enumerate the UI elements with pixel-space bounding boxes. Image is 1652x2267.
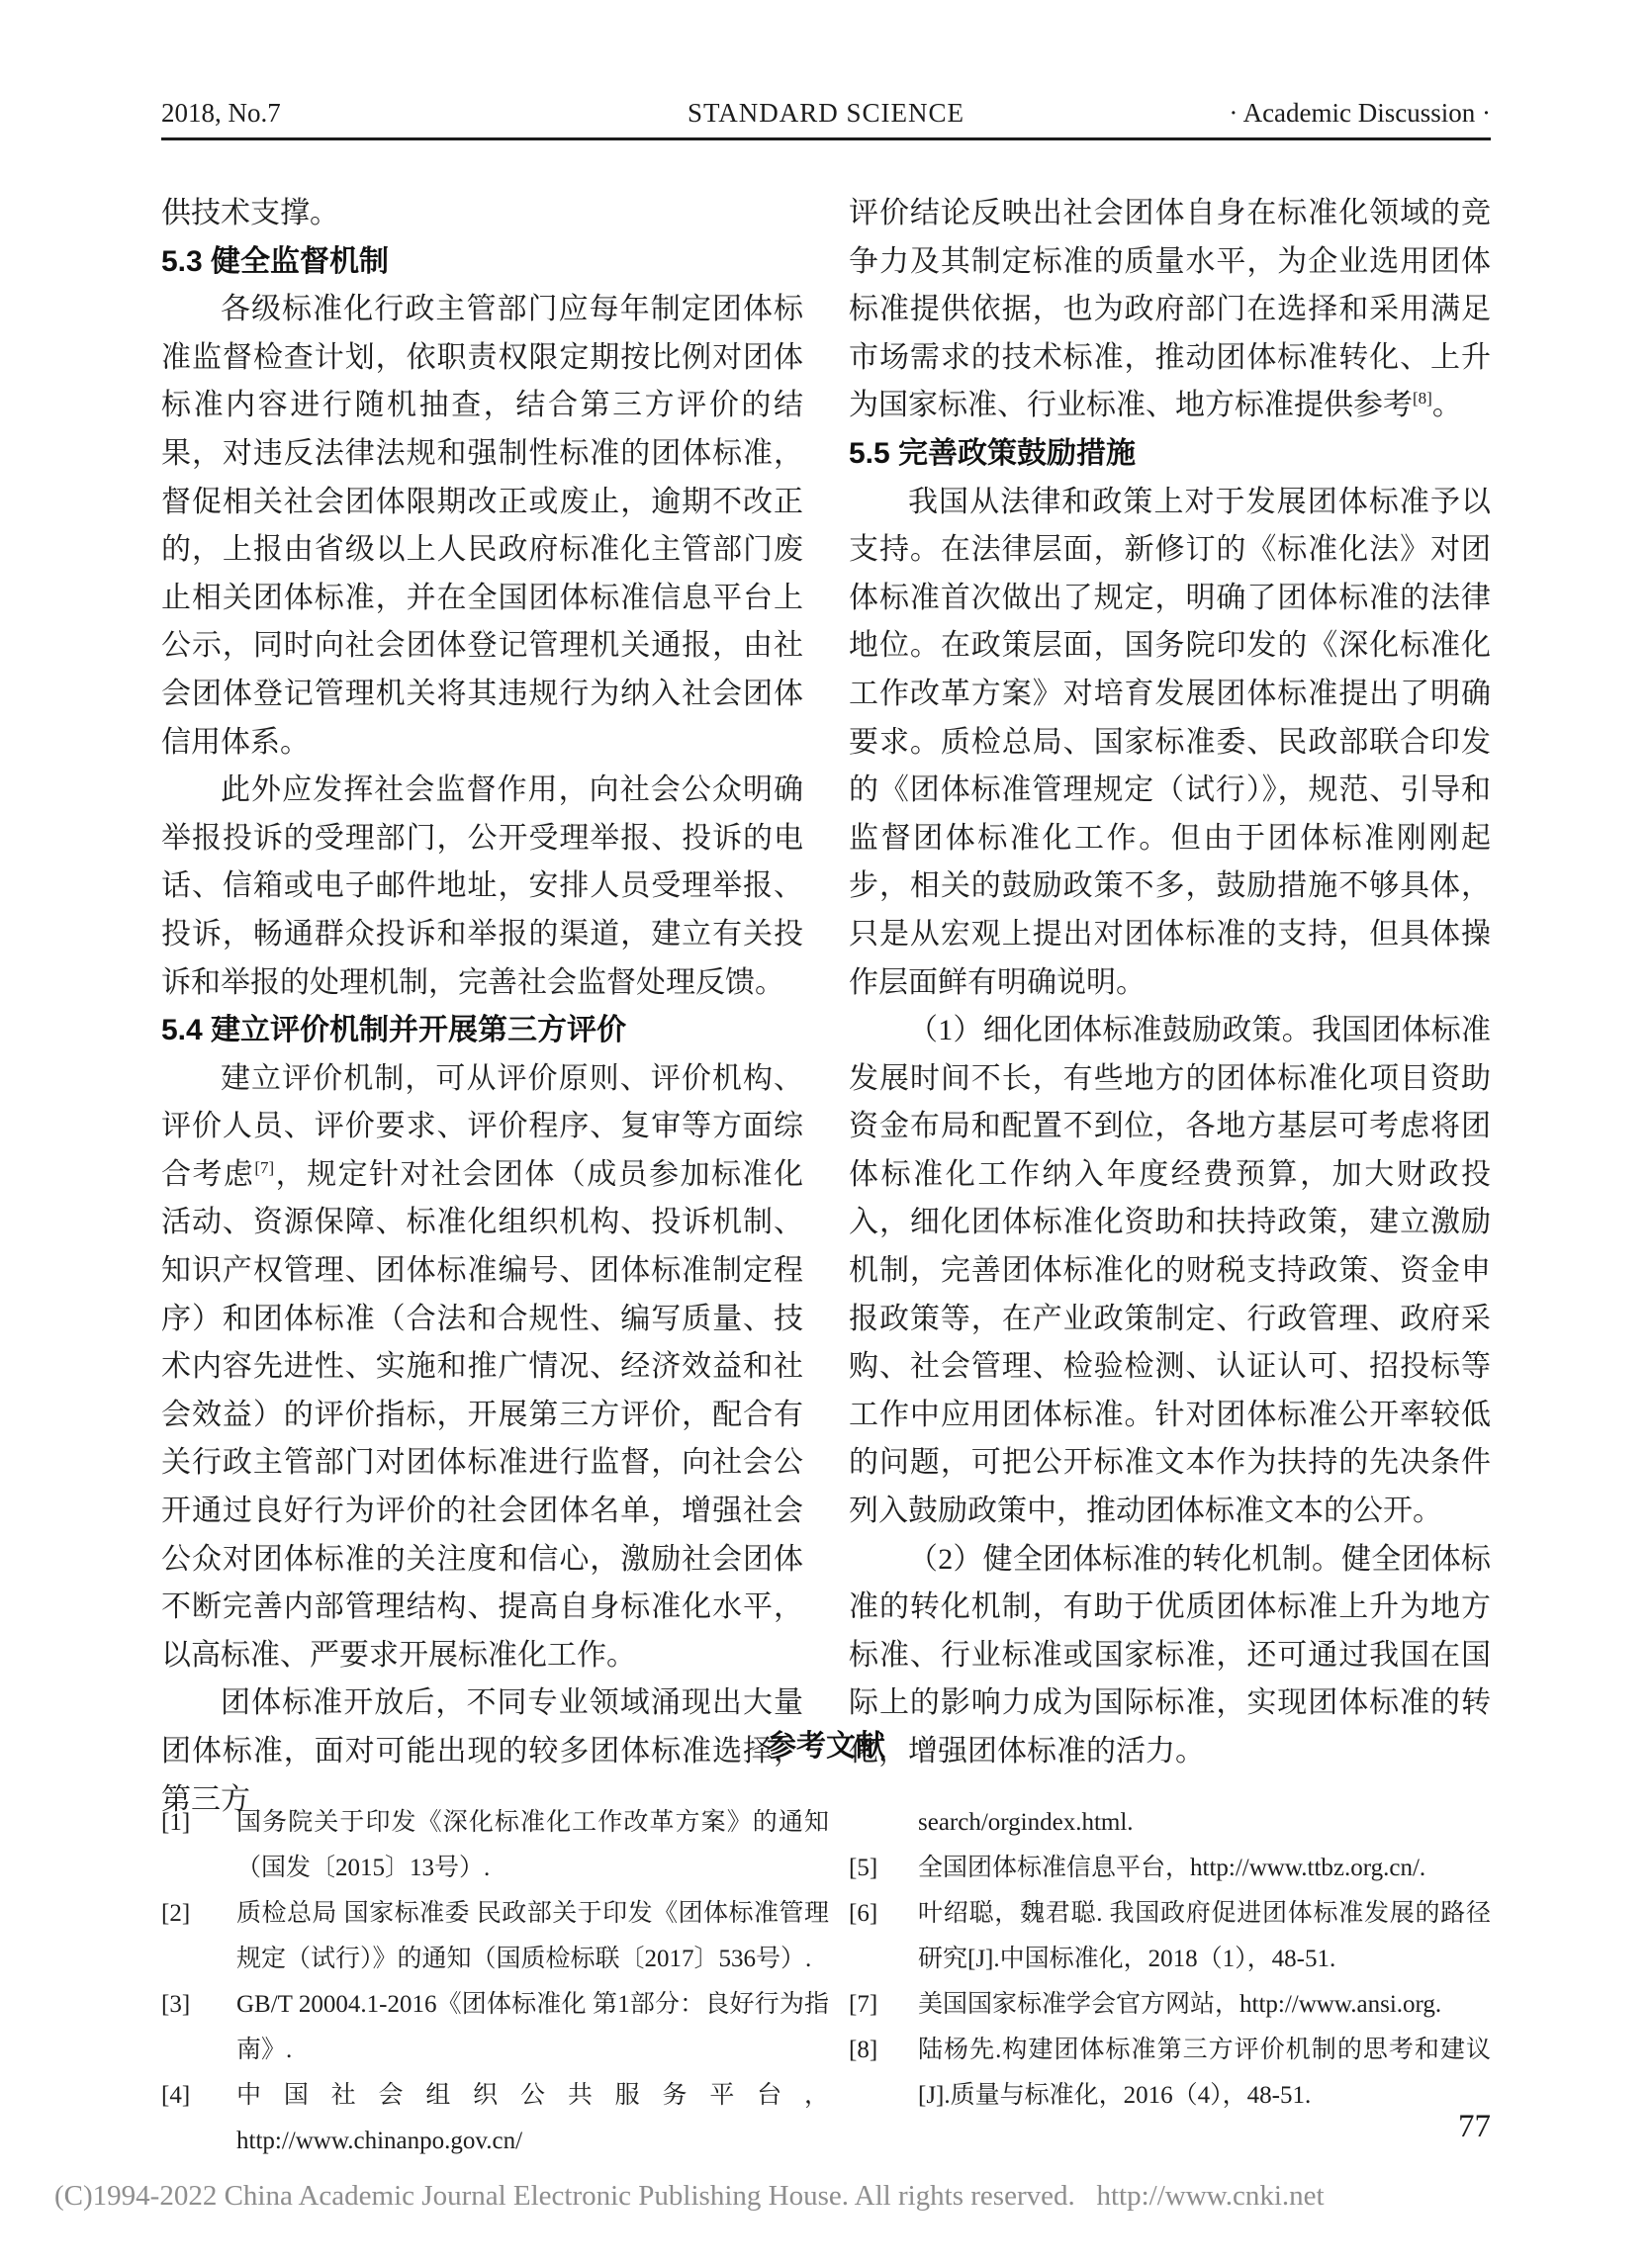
- paragraph: （1）细化团体标准鼓励政策。我国团体标准发展时间不长，有些地方的团体标准化项目资助资金布局和配置不到位，各地方基层可考虑将团体标准化工作纳入年度经费预算，加大财政投入，细化团体标准化资助和扶持政策，建立激励机制，完善团体标准化的财税支持政策、资金申报政策等，在产业政策制定、行政管理、政府采购、社会管理、检验检测、认证认可、招投标等工作中应用团体标准。针对团体标准公开率较低的问题，可把公开标准文本作为扶持的先决条件列入鼓励政策中，推动团体标准文本的公开。: [849, 1014, 1491, 1528]
- reference-item: [849, 1982, 1491, 2028]
- citation-superscript-7: [7]: [254, 1157, 275, 1177]
- paragraph-text: 。: [1431, 389, 1462, 422]
- references-title: 参考文献: [767, 1730, 885, 1763]
- reference-number: [4]: [161, 2082, 191, 2109]
- references-section: [161, 1721, 1491, 2164]
- article-body: [161, 190, 1491, 1824]
- reference-text: 叶绍聪，魏君聪. 我国政府促进团体标准发展的路径研究[J].中国标准化，2018（1），48-51.: [918, 1900, 1491, 1972]
- reference-text: 陆杨先.构建团体标准第三方评价机制的思考和建议[J].质量与标准化，2016（4），48-51.: [918, 2037, 1491, 2109]
- reference-item: [161, 1982, 829, 2073]
- paragraph-text: 评价结论反映出社会团体自身在标准化领域的竞争力及其制定标准的质量水平，为企业选用团体标准提供依据，也为政府部门在选择和采用满足市场需求的技术标准，推动团体标准转化、上升为国家标准、行业标准、地方标准提供参考: [849, 197, 1491, 422]
- left-column: [161, 190, 803, 1824]
- reference-text: 美国国家标准学会官方网站，http://www.ansi.org.: [918, 1991, 1442, 2018]
- reference-text: search/orgindex.html.: [918, 1809, 1134, 1836]
- reference-number: [6]: [849, 1900, 878, 1927]
- header-issue: 2018, No.7: [161, 98, 281, 128]
- paragraph: 团体标准开放后，不同专业领域涌现出大量团体标准，面对可能出现的较多团体标准选择，第三方: [161, 1686, 803, 1816]
- reference-item-continuation: [849, 1800, 1491, 1846]
- paragraph-text: ，规定针对社会团体（成员参加标准化活动、资源保障、标准化组织机构、投诉机制、知识产权管理、团体标准编号、团体标准制定程序）和团体标准（合法和合规性、编写质量、技术内容先进性、实施和推广情况、经济效益和社会效益）的评价指标，开展第三方评价，配合有关行政主管部门对团体标准进行监督，向社会公开通过良好行为评价的社会团体名单，增强社会公众对团体标准的关注度和信心，激励社会团体不断完善内部管理结构、提高自身标准化水平，以高标准、严要求开展标准化工作。: [161, 1157, 804, 1672]
- reference-item: [849, 1891, 1491, 1982]
- page-header: [161, 97, 1491, 129]
- paragraph: 各级标准化行政主管部门应每年制定团体标准监督检查计划，依职责权限定期按比例对团体标准内容进行随机抽查，结合第三方评价的结果，对违反法律法规和强制性标准的团体标准，督促相关社会团体限期改正或废止，逾期不改正的，上报由省级以上人民政府标准化主管部门废止相关团体标准，并在全国团体标准信息平台上公示，同时向社会团体登记管理机关通报，由社会团体登记管理机关将其违规行为纳入社会团体信用体系。: [161, 293, 803, 759]
- reference-number: [1]: [161, 1809, 191, 1836]
- paragraph: （2）健全团体标准的转化机制。健全团体标准的转化机制，有助于优质团体标准上升为地方标准、行业标准或国家标准，还可通过我国在国际上的影响力成为国际标准，实现团体标准的转化，增强团体标准的活力。: [849, 1542, 1491, 1768]
- section-heading-5-3: 5.3 健全监督机制: [161, 244, 390, 278]
- reference-number: [8]: [849, 2037, 878, 2063]
- right-column: [849, 190, 1491, 1824]
- reference-number: [7]: [849, 1991, 878, 2018]
- reference-item: [849, 2028, 1491, 2119]
- citation-superscript-8: [8]: [1413, 389, 1432, 408]
- header-rule: [161, 137, 1491, 140]
- header-journal-title: STANDARD SCIENCE: [687, 98, 965, 128]
- reference-number: [3]: [161, 1991, 191, 2018]
- reference-item: [849, 1846, 1491, 1891]
- paragraph-continued: 供技术支撑。: [161, 197, 339, 229]
- reference-number: [2]: [161, 1900, 191, 1927]
- section-heading-5-4: 5.4 建立评价机制并开展第三方评价: [161, 1014, 627, 1047]
- copyright-notice: (C)1994-2022 China Academic Journal Electronic Publishing House. All rights reserved. http://www.cnki.net: [54, 2180, 1325, 2212]
- paragraph: [161, 1055, 803, 1680]
- reference-text: GB/T 20004.1-2016《团体标准化 第1部分：良好行为指南》.: [236, 1991, 829, 2063]
- reference-text: 质检总局 国家标准委 民政部关于印发《团体标准管理规定（试行）》的通知（国质检标联〔2017〕536号）.: [236, 1900, 829, 1972]
- paragraph-text: 建立评价机制，可从评价原则、评价机构、评价人员、评价要求、评价程序、复审等方面综合考虑: [161, 1061, 803, 1191]
- reference-text: 中国社会组织公共服务平台，http://www.chinanpo.gov.cn/: [236, 2082, 829, 2154]
- reference-number: [5]: [849, 1855, 878, 1881]
- paragraph-continued: [849, 190, 1491, 430]
- header-section-label: · Academic Discussion ·: [1229, 98, 1491, 128]
- section-heading-5-5: 5.5 完善政策鼓励措施: [849, 436, 1137, 470]
- reference-text: 国务院关于印发《深化标准化工作改革方案》的通知（国发〔2015〕13号）.: [236, 1809, 829, 1881]
- page-number: 77: [1458, 2109, 1491, 2144]
- paragraph: 此外应发挥社会监督作用，向社会公众明确举报投诉的受理部门，公开受理举报、投诉的电话、信箱或电子邮件地址，安排人员受理举报、投诉，畅通群众投诉和举报的渠道，建立有关投诉和举报的处理机制，完善社会监督处理反馈。: [161, 773, 803, 999]
- reference-item: [161, 1891, 829, 1982]
- reference-item: [161, 1800, 829, 1891]
- paragraph: 我国从法律和政策上对于发展团体标准予以支持。在法律层面，新修订的《标准化法》对团体标准首次做出了规定，明确了团体标准的法律地位。在政策层面，国务院印发的《深化标准化工作改革方案》对培育发展团体标准提出了明确要求。质检总局、国家标准委、民政部联合印发的《团体标准管理规定（试行）》，规范、引导和监督团体标准化工作。但由于团体标准刚刚起步，相关的鼓励政策不多，鼓励措施不够具体，只是从宏观上提出对团体标准的支持，但具体操作层面鲜有明确说明。: [849, 485, 1491, 999]
- reference-text: 全国团体标准信息平台，http://www.ttbz.org.cn/.: [918, 1855, 1426, 1881]
- reference-number: [849, 1800, 918, 1846]
